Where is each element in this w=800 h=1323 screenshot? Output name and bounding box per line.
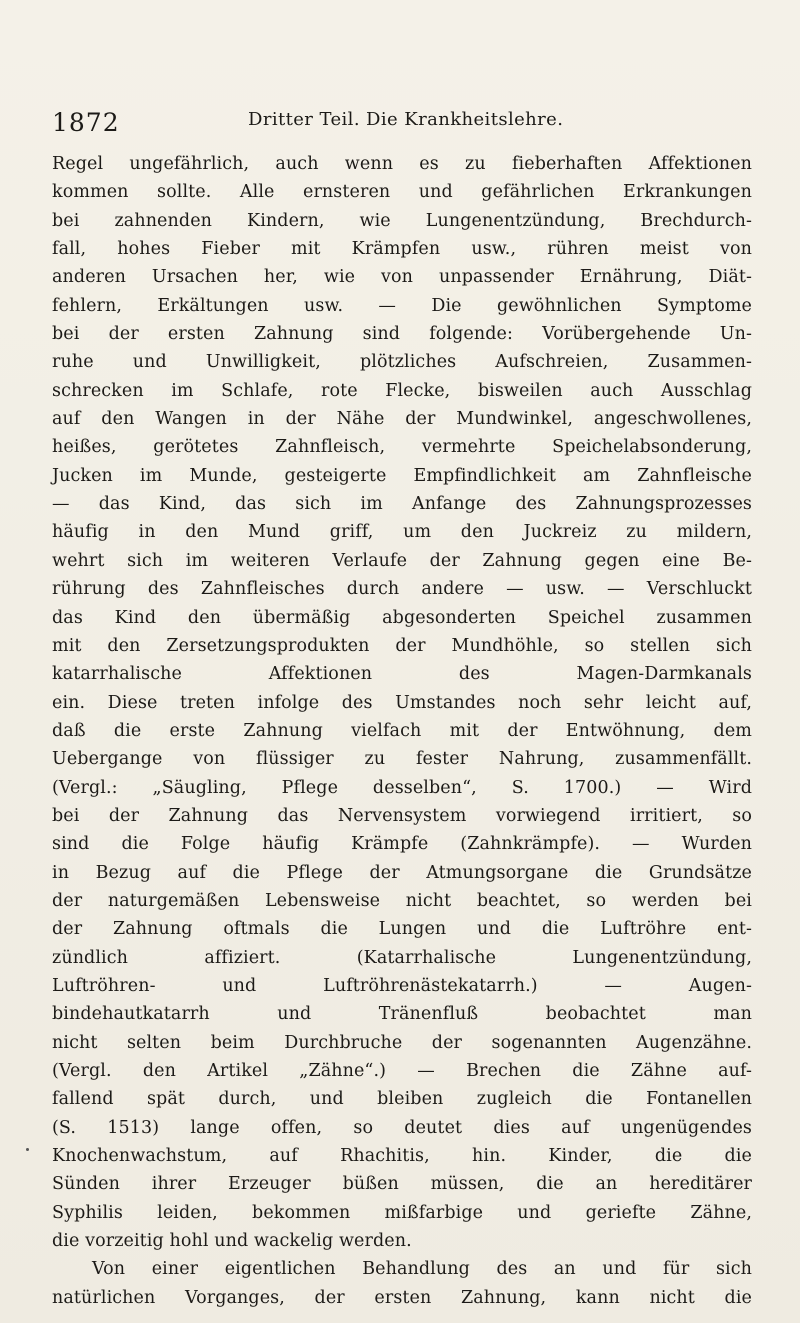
- text-line: fehlern, Erkältungen usw. — Die gewöhnlichen Symptome: [52, 295, 752, 316]
- text-line: Syphilis leiden, bekommen mißfarbige und geriefte Zähne,: [52, 1202, 752, 1223]
- text-line: (Vergl.: „Säugling, Pflege desselben“, S. 1700.) — Wird: [52, 777, 752, 798]
- text-line: — das Kind, das sich im Anfange des Zahnungsprozesses: [52, 494, 752, 515]
- body-text: [52, 150, 752, 1312]
- text-line: Knochenwachstum, auf Rhachitis, hin. Kinder, die die: [52, 1146, 752, 1167]
- text-line: häufig in den Mund griff, um den Juckreiz zu mildern,: [52, 522, 752, 543]
- text-line: bindehautkatarrh und Tränenfluß beobachtet man: [52, 1004, 752, 1025]
- text-line: Regel ungefährlich, auch wenn es zu fieberhaften Affektionen: [52, 154, 752, 174]
- text-line: Uebergange von flüssiger zu fester Nahrung, zusammenfällt.: [52, 749, 752, 770]
- paragraph-first-line: Von einer eigentlichen Behandlung des an und für sich: [92, 1259, 752, 1280]
- text-line: das Kind den übermäßig abgesonderten Speichel zusammen: [52, 607, 752, 628]
- text-line: die vorzeitig hohl und wackelig werden.: [52, 1231, 412, 1252]
- text-line: Luftröhren- und Luftröhrenästekatarrh.) — Augen-: [52, 975, 752, 996]
- text-line: nicht selten beim Durchbruche der sogenannten Augenzähne.: [52, 1032, 752, 1053]
- text-line: bei zahnenden Kindern, wie Lungenentzündung, Brechdurch-: [52, 210, 752, 231]
- running-head: Dritter Teil. Die Krankheitslehre.: [248, 109, 564, 130]
- text-line: kommen sollte. Alle ernsteren und gefährlichen Erkrankungen: [52, 182, 752, 203]
- text-line: auf den Wangen in der Nähe der Mundwinkel, angeschwollenes,: [52, 409, 752, 430]
- text-line: bei der ersten Zahnung sind folgende: Vorübergehende Un-: [52, 324, 752, 345]
- text-line: ruhe und Unwilligkeit, plötzliches Aufschreien, Zusammen-: [52, 352, 752, 373]
- text-line: daß die erste Zahnung vielfach mit der Entwöhnung, dem: [52, 720, 752, 741]
- text-line: wehrt sich im weiteren Verlaufe der Zahnung gegen eine Be-: [52, 550, 752, 571]
- page-number: 1872: [52, 108, 120, 137]
- text-line: natürlichen Vorganges, der ersten Zahnung, kann nicht die: [52, 1287, 752, 1308]
- text-line: (S. 1513) lange offen, so deutet dies auf ungenügendes: [52, 1117, 752, 1138]
- text-line: der Zahnung oftmals die Lungen und die Luftröhre ent-: [52, 919, 752, 940]
- text-line: fall, hohes Fieber mit Krämpfen usw., rühren meist von: [52, 239, 752, 260]
- text-line: sind die Folge häufig Krämpfe (Zahnkrämpfe). — Wurden: [52, 834, 752, 855]
- text-line: in Bezug auf die Pflege der Atmungsorgane die Grundsätze: [52, 862, 752, 883]
- text-line: der naturgemäßen Lebensweise nicht beachtet, so werden bei: [52, 890, 752, 911]
- margin-mark: [26, 1148, 29, 1151]
- text-line: Sünden ihrer Erzeuger büßen müssen, die an hereditärer: [52, 1174, 752, 1195]
- text-line: mit den Zersetzungsprodukten der Mundhöhle, so stellen sich: [52, 635, 752, 656]
- text-line: fallend spät durch, und bleiben zugleich die Fontanellen: [52, 1089, 752, 1110]
- text-line: rührung des Zahnfleisches durch andere — usw. — Verschluckt: [52, 579, 752, 600]
- text-line: anderen Ursachen her, wie von unpassender Ernährung, Diät-: [52, 267, 752, 288]
- text-line: bei der Zahnung das Nervensystem vorwiegend irritiert, so: [52, 805, 752, 826]
- text-line: ein. Diese treten infolge des Umstandes noch sehr leicht auf,: [52, 692, 752, 713]
- page-header: [52, 104, 752, 144]
- text-line: zündlich affiziert. (Katarrhalische Lungenentzündung,: [52, 947, 752, 968]
- text-line: Jucken im Munde, gesteigerte Empfindlichkeit am Zahnfleische: [52, 465, 752, 486]
- text-line: (Vergl. den Artikel „Zähne“.) — Brechen die Zähne auf-: [52, 1061, 752, 1081]
- text-line: schrecken im Schlafe, rote Flecke, bisweilen auch Ausschlag: [52, 380, 752, 401]
- text-line: katarrhalische Affektionen des Magen-Darmkanals: [52, 664, 752, 685]
- text-line: heißes, gerötetes Zahnfleisch, vermehrte Speichelabsonderung,: [52, 437, 752, 458]
